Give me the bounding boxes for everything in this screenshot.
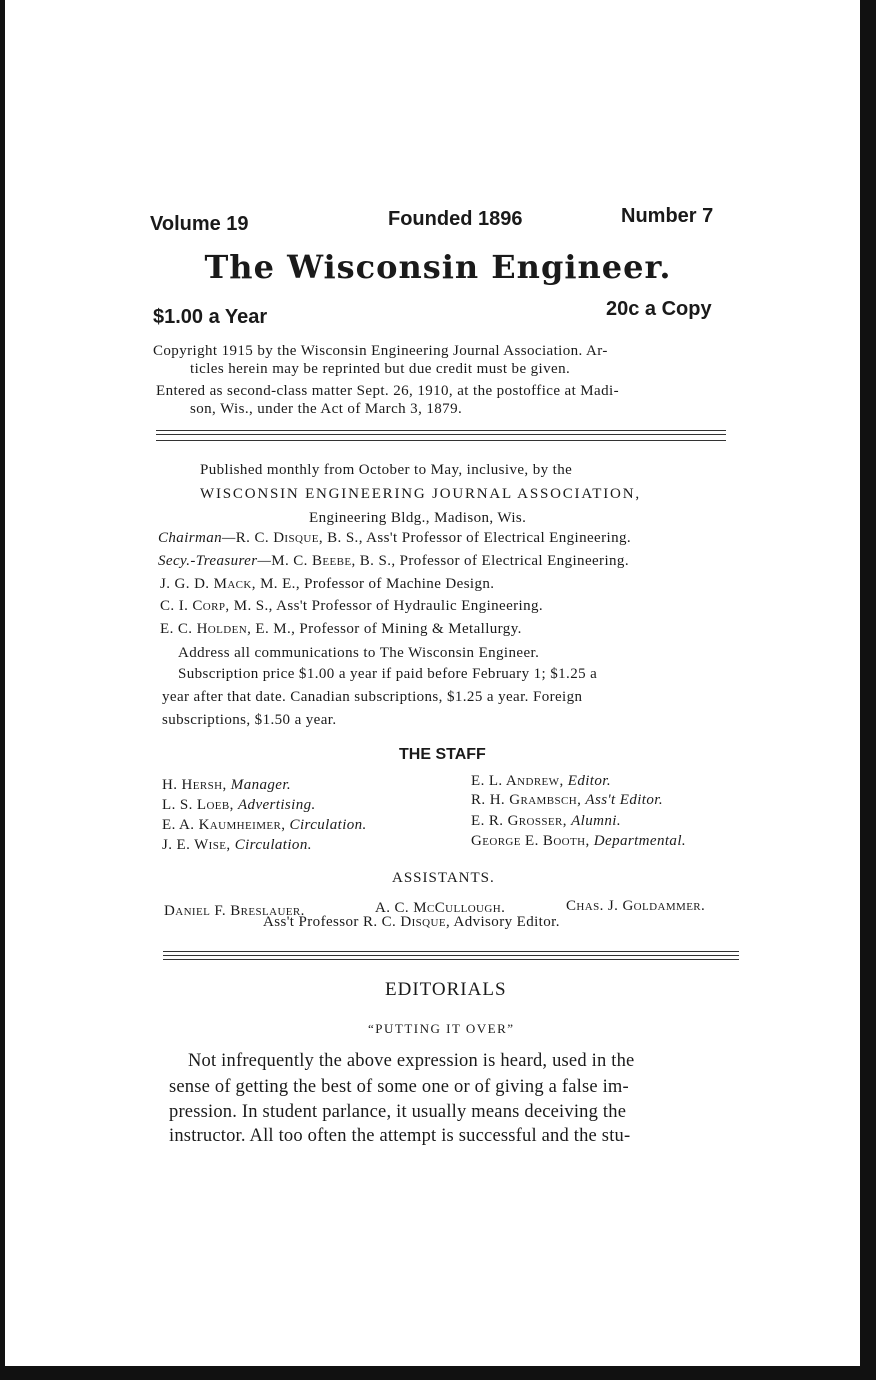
- staff-name: E. A. Kaumheimer: [162, 817, 282, 833]
- staff-entry: J. E. Wise, Circulation.: [162, 837, 312, 853]
- officer-line: [160, 621, 522, 638]
- staff-name: J. E. Wise: [162, 837, 227, 853]
- assistant-name: Daniel F. Breslauer.: [164, 903, 305, 919]
- officer-detail: , M. E., Professor of Machine Design.: [251, 576, 495, 592]
- staff-heading: THE STAFF: [399, 746, 486, 763]
- officer-detail: , B. S., Ass't Professor of Electrical Engineering.: [318, 530, 632, 546]
- staff-name: H. Hersh: [162, 777, 223, 793]
- staff-role: Circulation.: [234, 837, 312, 853]
- editorial-subheading: “PUTTING IT OVER”: [368, 1021, 515, 1036]
- copyright-line-4: son, Wis., under the Act of March 3, 1879.: [190, 401, 463, 417]
- officer-line: [158, 530, 631, 547]
- staff-role: Advertising.: [237, 797, 316, 813]
- staff-entry: E. L. Andrew, Editor.: [471, 773, 612, 789]
- publisher-line-3: Engineering Bldg., Madison, Wis.: [309, 510, 527, 526]
- scan-border-right: [860, 0, 876, 1380]
- staff-entry: E. A. Kaumheimer, Circulation.: [162, 817, 367, 833]
- officer-line: [158, 553, 629, 570]
- staff-name: E. L. Andrew: [471, 773, 560, 789]
- staff-role: Circulation.: [289, 817, 367, 833]
- advisory-suffix: , Advisory Editor.: [445, 914, 560, 930]
- editorial-line: pression. In student parlance, it usually means deceiving the: [169, 1102, 627, 1122]
- editorial-line: sense of getting the best of some one or of giving a false im-: [169, 1077, 629, 1097]
- staff-entry: R. H. Grambsch, Ass't Editor.: [471, 792, 663, 808]
- masthead-title: The Wisconsin Engineer.: [204, 248, 672, 286]
- editorial-line: instructor. All too often the attempt is successful and the stu-: [169, 1126, 631, 1146]
- staff-role: Manager.: [230, 777, 292, 793]
- officer-name: M. C. Beebe: [271, 553, 352, 569]
- staff-entry: George E. Booth, Departmental.: [471, 833, 687, 849]
- scan-border-bottom: [0, 1366, 876, 1380]
- staff-entry: L. S. Loeb, Advertising.: [162, 797, 316, 813]
- officer-role: Secy.-Treasurer—: [158, 553, 272, 569]
- price-year: $1.00 a Year: [153, 306, 268, 328]
- advisory-editor-line: [263, 914, 560, 931]
- officer-detail: , M. S., Ass't Professor of Hydraulic Engineering.: [225, 598, 544, 614]
- officer-line: [160, 576, 494, 593]
- staff-entry: H. Hersh, Manager.: [162, 777, 292, 793]
- advisory-name: Disque: [400, 914, 446, 930]
- officer-detail: , B. S., Professor of Electrical Engineering.: [351, 553, 629, 569]
- copyright-line-3: Entered as second-class matter Sept. 26, 1910, at the postoffice at Madi-: [156, 383, 619, 399]
- staff-name: R. H. Grambsch: [471, 792, 578, 808]
- subscription-line-3: subscriptions, $1.50 a year.: [162, 712, 337, 728]
- assistant-name: Chas. J. Goldammer.: [566, 898, 706, 914]
- staff-role: Departmental.: [593, 833, 687, 849]
- assistants-heading: ASSISTANTS.: [392, 870, 495, 886]
- divider-rule: [156, 440, 726, 441]
- divider-rule: [163, 959, 739, 960]
- subscription-line-2: year after that date. Canadian subscriptions, $1.25 a year. Foreign: [162, 689, 583, 705]
- staff-role: Ass't Editor.: [585, 792, 663, 808]
- founded-label: Founded 1896: [388, 208, 523, 230]
- publisher-line-1: Published monthly from October to May, inclusive, by the: [200, 462, 573, 478]
- divider-rule: [156, 434, 726, 435]
- number-label: Number 7: [621, 205, 714, 227]
- officer-name: J. G. D. Mack: [160, 576, 252, 592]
- copyright-line-2: ticles herein may be reprinted but due credit must be given.: [190, 361, 571, 377]
- divider-rule: [163, 951, 739, 952]
- staff-name: L. S. Loeb: [162, 797, 230, 813]
- staff-role: Alumni.: [571, 813, 621, 829]
- divider-rule: [156, 430, 726, 431]
- officer-name: E. C. Holden: [160, 621, 248, 637]
- publisher-line-2: WISCONSIN ENGINEERING JOURNAL ASSOCIATION,: [200, 486, 641, 502]
- price-copy: 20c a Copy: [606, 298, 712, 320]
- officer-name: C. I. Corp: [160, 598, 226, 614]
- editorial-line: Not infrequently the above expression is heard, used in the: [188, 1051, 635, 1071]
- scan-border-left: [0, 0, 5, 1380]
- officer-role: Chairman—: [158, 530, 236, 546]
- advisory-prefix: Ass't Professor R. C.: [263, 914, 397, 930]
- staff-name: E. R. Grosser: [471, 813, 563, 829]
- copyright-line-1: Copyright 1915 by the Wisconsin Engineering Journal Association. Ar-: [153, 343, 608, 359]
- editorials-heading: EDITORIALS: [385, 979, 507, 1000]
- assistant-name: A. C. McCullough.: [375, 900, 506, 916]
- officer-line: [160, 598, 543, 615]
- staff-role: Editor.: [567, 773, 612, 789]
- volume-label: Volume 19: [150, 213, 249, 235]
- address-line: Address all communications to The Wisconsin Engineer.: [178, 645, 540, 661]
- staff-entry: E. R. Grosser, Alumni.: [471, 813, 621, 829]
- officer-detail: , E. M., Professor of Mining & Metallurgy.: [247, 621, 522, 637]
- divider-rule: [163, 955, 739, 956]
- subscription-line-1: Subscription price $1.00 a year if paid before February 1; $1.25 a: [178, 666, 598, 682]
- staff-name: George E. Booth: [471, 833, 586, 849]
- officer-name: R. C. Disque: [235, 530, 319, 546]
